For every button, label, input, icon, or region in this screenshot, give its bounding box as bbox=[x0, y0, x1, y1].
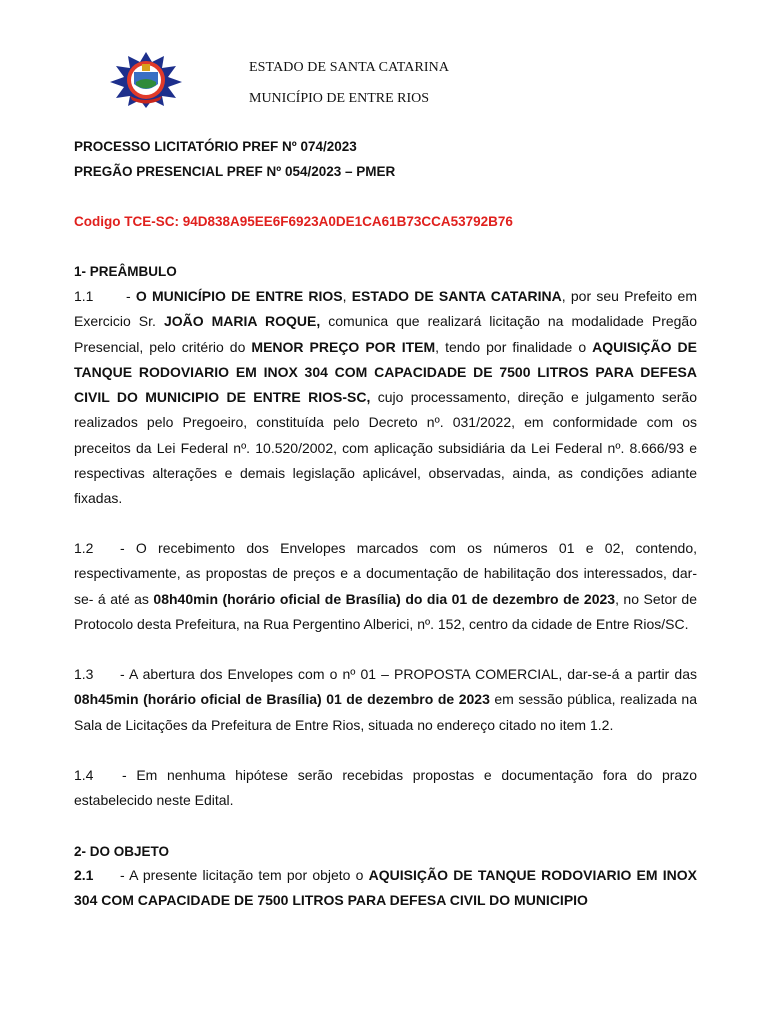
bold-text: JOÃO MARIA ROQUE, bbox=[163, 313, 321, 330]
paragraph-1-2 bbox=[74, 536, 697, 637]
paragraph-1-3 bbox=[74, 662, 697, 738]
bold-text: 08h45min (horário oficial de Brasília) 01 de dezembro de 2023 bbox=[74, 691, 490, 708]
bold-text: O MUNICÍPIO DE ENTRE RIOS bbox=[135, 288, 343, 304]
item-number: 1.2 bbox=[74, 540, 94, 556]
text: - A abertura dos Envelopes com o nº 01 – PROPOSTA COMERCIAL, dar-se-á a partir das bbox=[120, 666, 697, 682]
municipality-title: MUNICÍPIO DE ENTRE RIOS bbox=[249, 91, 430, 106]
pregao-number: PREGÃO PRESENCIAL PREF Nº 054/2023 – PMER bbox=[74, 164, 396, 179]
text: , bbox=[342, 288, 352, 304]
text: , tendo por finalidade o bbox=[435, 338, 593, 355]
bold-text: MENOR PREÇO POR ITEM bbox=[251, 338, 436, 355]
text: - A presente licitação tem por objeto o bbox=[120, 867, 369, 883]
item-number: 1.4 bbox=[74, 767, 94, 783]
text: em sessão pública, realizada na Sala de Licitações da Prefeitura de Entre Rios, situada no endereço citado no item 1.2. bbox=[74, 691, 697, 733]
text: - O recebimento dos Envelopes marcados com os números 01 e 02, contendo, respectivamente, as propostas de preços e a documentação de habilitação dos interessados, dar-se- á até as bbox=[74, 540, 697, 607]
text: , por seu Prefeito em Exercicio Sr. bbox=[74, 288, 698, 330]
bold-text: ESTADO DE SANTA CATARINA bbox=[351, 288, 562, 304]
item-number: 1.3 bbox=[74, 666, 94, 682]
item-number: 1.1 bbox=[74, 288, 94, 304]
item-number: 2.1 bbox=[74, 867, 94, 883]
paragraph-1-1 bbox=[74, 284, 697, 512]
section-1-title: 1- PREÂMBULO bbox=[74, 264, 177, 279]
text: comunica que realizará licitação na modalidade Pregão Presencial, pelo critério do bbox=[74, 313, 697, 355]
tce-code: Codigo TCE-SC: 94D838A95EE6F6923A0DE1CA61B73CCA53792B76 bbox=[74, 214, 513, 229]
paragraph-1-4 bbox=[74, 763, 697, 814]
section-2-title: 2- DO OBJETO bbox=[74, 844, 170, 859]
process-number: PROCESSO LICITATÓRIO PREF Nº 074/2023 bbox=[74, 139, 357, 154]
paragraph-2-1 bbox=[74, 863, 697, 914]
bold-text: 08h40min (horário oficial de Brasília) do dia 01 de dezembro de 2023 bbox=[153, 590, 616, 607]
bold-text: AQUISIÇÃO DE TANQUE RODOVIARIO EM INOX 304 COM CAPACIDADE DE 7500 LITROS PARA DEFESA CIVIL DO MUNICIPIO DE ENTRE RIOS-SC, bbox=[74, 338, 697, 406]
text: - bbox=[126, 288, 136, 304]
text: , no Setor de Protocolo desta Prefeitura, na Rua Pergentino Alberici, nº. 152, centro da cidade de Entre Rios/SC. bbox=[74, 590, 697, 632]
bold-text: AQUISIÇÃO DE TANQUE RODOVIARIO EM INOX 304 COM CAPACIDADE DE 7500 LITROS PARA DEFESA CIVIL DO MUNICIPIO bbox=[74, 867, 697, 909]
text: - Em nenhuma hipótese serão recebidas propostas e documentação fora do prazo estabelecido neste Edital. bbox=[74, 767, 697, 809]
text: cujo processamento, direção e julgamento serão realizados pelo Pregoeiro, constituída pelo Decreto nº. 031/2022, em conformidade com os preceitos da Lei Federal nº. 10.520/2002, com aplicação subsidiária da Lei Federal nº. 8.666/93 e respectivas alterações e demais legislação aplicável, observadas, ainda, as condições adiante fixadas. bbox=[74, 389, 697, 507]
municipal-coat-of-arms-icon bbox=[108, 52, 184, 108]
state-title: ESTADO DE SANTA CATARINA bbox=[249, 60, 450, 75]
